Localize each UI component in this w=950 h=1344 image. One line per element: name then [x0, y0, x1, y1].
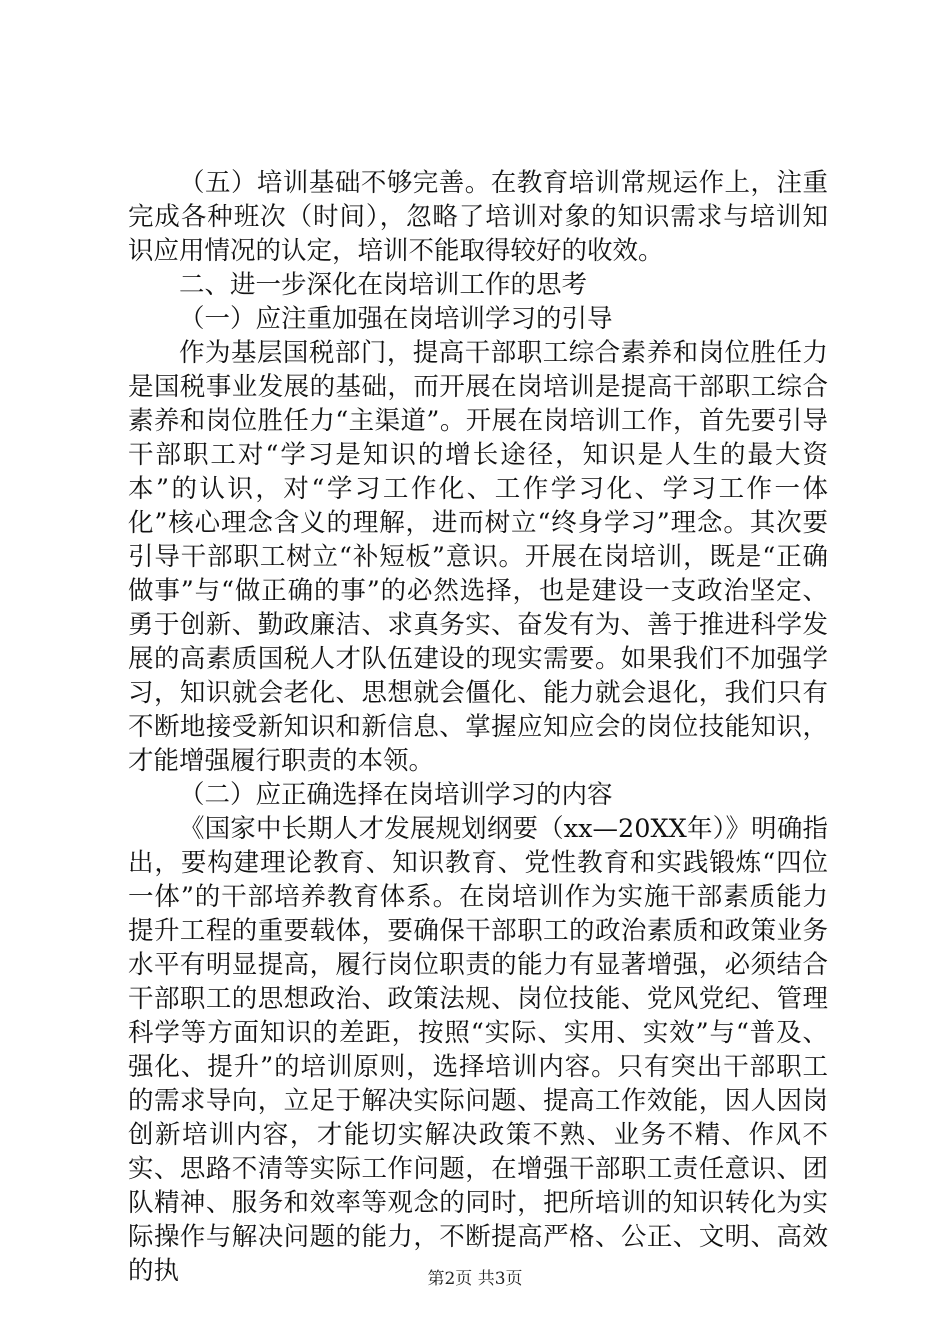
paragraph-content-selection: 《国家中长期人才发展规划纲要（xx—20XX年）》明确指出，要构建理论教育、知识教育、党性教育和实践锻炼“四位一体”的干部培养教育体系。在岗培训作为实施干部素质能力提升工程的重要载体，要确保干部职工的政治素质和政策业务水平有明显提高，履行岗位职责的能力有显著增强，必须结合干部职工的思想政治、政策法规、岗位技能、党风党纪、管理科学等方面知识的差距，按照“实际、实用、实效”与“普及、强化、提升”的培训原则，选择培训内容。只有突出干部职工的需求导向，立足于解决实际问题、提高工作效能，因人因岗创新培训内容，才能切实解决政策不熟、业务不精、作风不实、思路不清等实际工作问题，在增强干部职工责任意识、团队精神、服务和效率等观念的同时，把所培训的知识转化为实际操作与解决问题的能力，不断提高严格、公正、文明、高效的执 — [128, 814, 828, 1286]
document-body — [128, 166, 828, 1288]
subheading-guidance: （一）应注重加强在岗培训学习的引导 — [179, 304, 613, 334]
paragraph-guidance: 作为基层国税部门，提高干部职工综合素养和岗位胜任力是国税事业发展的基础，而开展在岗培训是提高干部职工综合素养和岗位胜任力“主渠道”。开展在岗培训工作，首先要引导干部职工对“学习是知识的增长途径，知识是人生的最大资本”的认识，对“学习工作化、工作学习化、学习工作一体化”核心理念含义的理解，进而树立“终身学习”理念。其次要引导干部职工树立“补短板”意识。开展在岗培训，既是“正确做事”与“做正确的事”的必然选择，也是建设一支政治坚定、勇于创新、勤政廉洁、求真务实、奋发有为、善于推进科学发展的高素质国税人才队伍建设的现实需要。如果我们不加强学习，知识就会老化、思想就会僵化、能力就会退化，我们只有不断地接受新知识和新信息、掌握应知应会的岗位技能知识，才能增强履行职责的本领。 — [128, 338, 828, 776]
section-heading-deepen-training: 二、进一步深化在岗培训工作的思考 — [179, 270, 588, 300]
paragraph-training-foundation: （五）培训基础不够完善。在教育培训常规运作上，注重完成各种班次（时间），忽略了培训对象的知识需求与培训知识应用情况的认定，培训不能取得较好的收效。 — [128, 168, 828, 266]
page-number-footer: 第2页 共3页 — [427, 1269, 523, 1289]
subheading-content-selection: （二）应正确选择在岗培训学习的内容 — [179, 780, 613, 810]
